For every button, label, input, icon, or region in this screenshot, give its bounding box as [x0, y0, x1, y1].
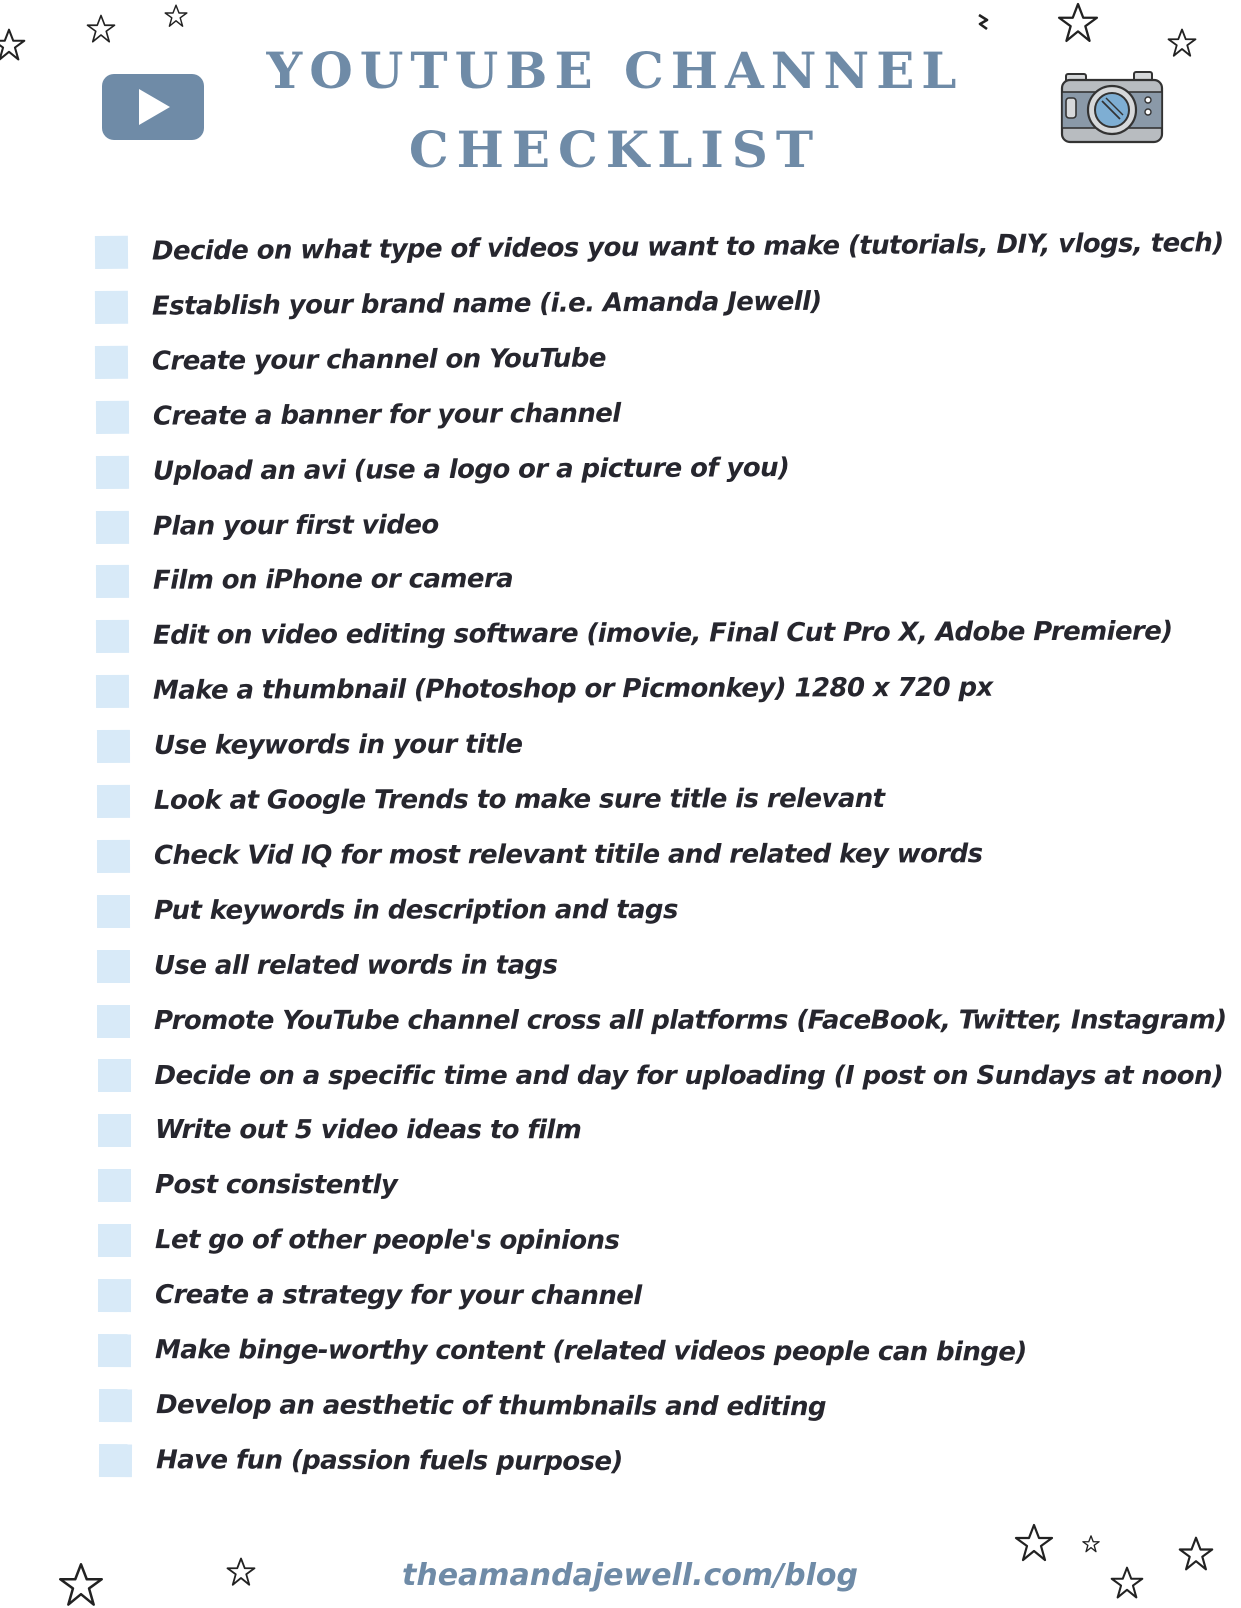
checkbox[interactable]: [98, 1334, 131, 1367]
checkbox[interactable]: [97, 1004, 130, 1037]
checklist-item[interactable]: [95, 223, 1224, 272]
checklist-item[interactable]: [97, 834, 983, 876]
checklist-item[interactable]: [96, 505, 439, 547]
checklist-item[interactable]: [97, 890, 678, 931]
checkbox[interactable]: [97, 784, 130, 817]
checkbox[interactable]: [98, 1224, 131, 1257]
checkbox[interactable]: [98, 1114, 131, 1147]
checkbox[interactable]: [98, 1059, 131, 1092]
checklist-item-label: Edit on video editing software (imovie, Final Cut Pro X, Adobe Premiere): [153, 616, 1173, 652]
checklist-item-label: Use all related words in tags: [154, 950, 558, 981]
checklist-item[interactable]: [99, 1385, 826, 1427]
checklist-item-label: Put keywords in description and tags: [153, 894, 678, 926]
checklist-item[interactable]: [96, 725, 522, 766]
checklist-item-label: Create a strategy for your channel: [155, 1280, 642, 1312]
checkbox[interactable]: [95, 400, 128, 433]
checkbox[interactable]: [96, 729, 129, 762]
checklist-item-label: Look at Google Trends to make sure title is relevant: [153, 783, 885, 816]
checklist-item[interactable]: [96, 612, 1173, 657]
checklist-item[interactable]: [95, 338, 606, 381]
checklist-item-label: Have fun (passion fuels purpose): [155, 1445, 623, 1477]
checklist-item-label: Upload an avi (use a logo or a picture of you): [152, 452, 790, 487]
page-title: YOUTUBE CHANNEL: [266, 41, 964, 100]
checklist-item-label: Create a banner for your channel: [152, 398, 621, 432]
checklist-item-label: Check Vid IQ for most relevant titile and related key words: [153, 839, 983, 871]
footer-url[interactable]: theamandajewell.com/blog: [402, 1558, 858, 1593]
checklist-item-label: Plan your first video: [152, 509, 439, 542]
checkbox[interactable]: [97, 949, 130, 982]
checklist-item[interactable]: [98, 1165, 397, 1205]
checkbox[interactable]: [96, 455, 129, 488]
checklist-item[interactable]: [98, 1275, 642, 1316]
checklist-item[interactable]: [95, 393, 620, 436]
checkbox[interactable]: [99, 1443, 132, 1476]
checkbox[interactable]: [95, 345, 128, 378]
checklist-item[interactable]: [97, 1000, 1227, 1041]
checkbox[interactable]: [96, 675, 129, 708]
checkbox[interactable]: [96, 510, 129, 543]
checklist-item-label: Create your channel on YouTube: [152, 343, 607, 377]
checklist-item-label: Let go of other people's opinions: [155, 1225, 620, 1257]
checkbox[interactable]: [98, 1279, 131, 1312]
checklist-item[interactable]: [96, 559, 513, 601]
checklist-item-label: Develop an aesthetic of thumbnails and editing: [155, 1390, 826, 1423]
checklist-item[interactable]: [98, 1220, 619, 1261]
checklist-item[interactable]: [95, 282, 822, 327]
checkbox[interactable]: [96, 565, 129, 598]
page-title-line-2: CHECKLIST: [408, 120, 822, 179]
checklist-item-label: Post consistently: [154, 1170, 398, 1201]
checklist-item-label: Write out 5 video ideas to film: [154, 1115, 581, 1146]
checklist-item[interactable]: [97, 779, 885, 821]
checklist-item-label: Make binge-worthy content (related videos people can binge): [155, 1335, 1028, 1368]
checklist-item-label: Film on iPhone or camera: [152, 564, 514, 597]
checklist-item[interactable]: [99, 1440, 623, 1482]
checklist-item[interactable]: [98, 1110, 581, 1150]
checklist-item-label: Decide on a specific time and day for uploading (I post on Sundays at noon): [154, 1060, 1224, 1091]
checklist-item-label: Promote YouTube channel cross all platforms (FaceBook, Twitter, Instagram): [154, 1005, 1227, 1036]
checklist-item[interactable]: [96, 448, 789, 492]
checkbox[interactable]: [99, 1388, 132, 1421]
checkbox[interactable]: [97, 839, 130, 872]
checkbox[interactable]: [96, 620, 129, 653]
checklist-item-label: Make a thumbnail (Photoshop or Picmonkey) 1280 x 720 px: [153, 672, 994, 706]
checkbox[interactable]: [97, 894, 130, 927]
checklist-item-label: Establish your brand name (i.e. Amanda Jewell): [152, 286, 822, 322]
checkbox[interactable]: [95, 235, 128, 268]
checklist-item[interactable]: [98, 1330, 1027, 1372]
checklist-item-label: Decide on what type of videos you want to make (tutorials, DIY, vlogs, tech): [151, 228, 1224, 267]
checklist-item[interactable]: [98, 1056, 1224, 1096]
checkbox[interactable]: [98, 1169, 131, 1202]
checkbox[interactable]: [95, 290, 128, 323]
checklist-item[interactable]: [96, 668, 993, 711]
checklist-item-label: Use keywords in your title: [153, 729, 522, 761]
checklist-item[interactable]: [97, 945, 557, 985]
